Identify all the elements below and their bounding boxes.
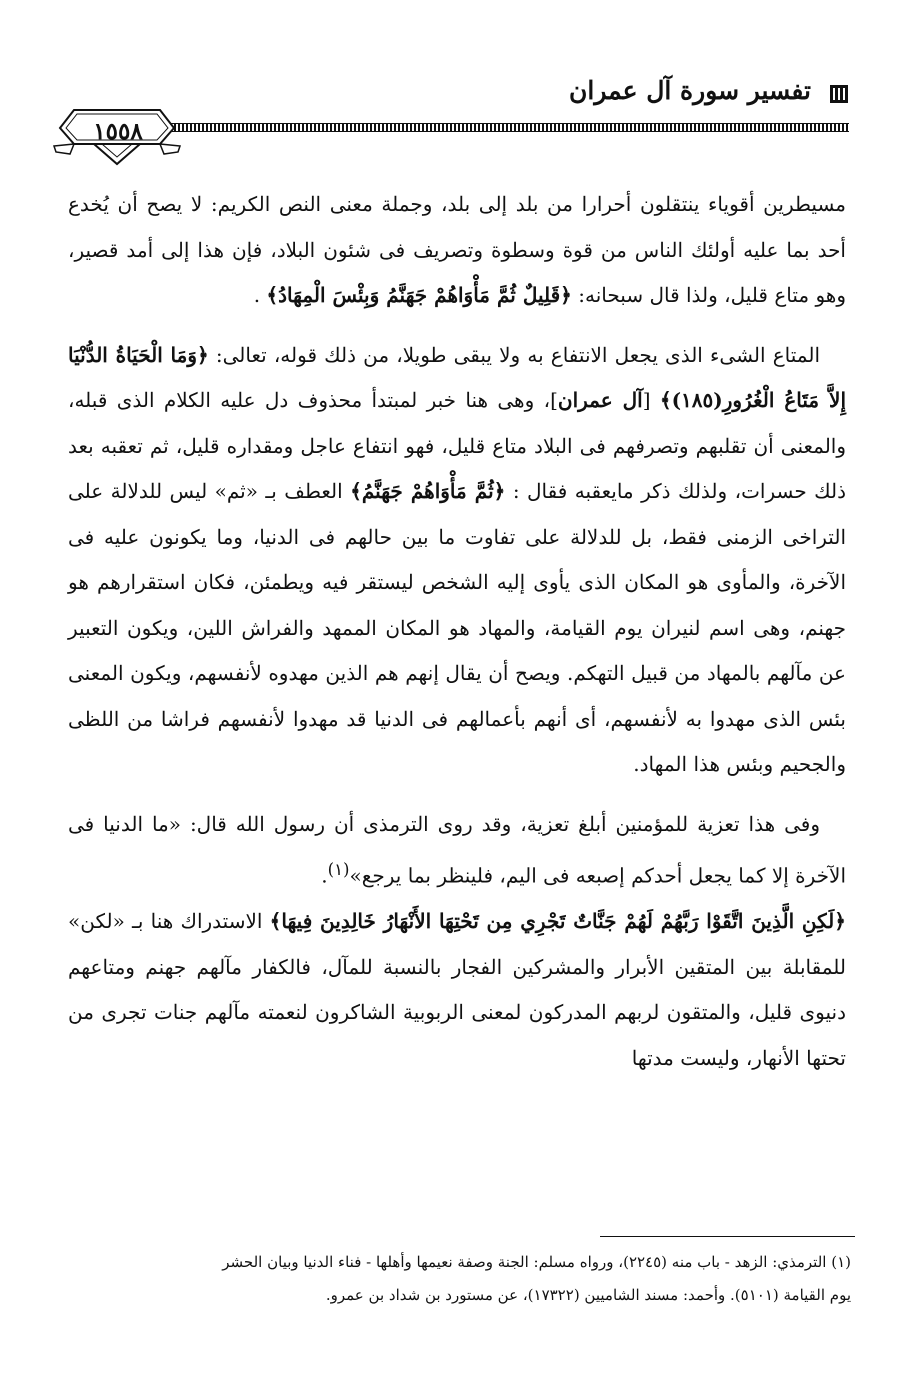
header-rule: [118, 123, 849, 132]
footnote-separator: [600, 1236, 855, 1237]
paragraph-text: المتاع الشىء الذى يجعل الانتفاع به ولا يبقى طويلا، من ذلك قوله، تعالى:: [215, 342, 821, 367]
paragraph-2: [68, 333, 846, 788]
footnote-marker: (١): [327, 860, 350, 879]
paragraph-3: [68, 802, 846, 900]
punctuation: .: [321, 863, 328, 888]
paragraph-text: وفى هذا تعزية للمؤمنين أبلغ تعزية، وقد روى الترمذى أن رسول الله قال: «ما الدنيا فى الآخرة إلا كما يجعل أحدكم إصبعه فى اليم، فلينظر بما يرجع»: [68, 811, 846, 888]
paragraph-4: [68, 899, 846, 1081]
quran-verse: ﴿ثُمَّ مَأْوَاهُمْ جَهَنَّمُ﴾: [350, 479, 506, 503]
page-body: [68, 182, 846, 1081]
surah-reference: آل عمران: [557, 388, 643, 412]
paragraph-text: الاستدراك هنا بـ «لكن» للمقابلة بين المتقين الأبرار والمشركين الفجار بالنسبة للمآل، فالكفار مآلهم جهنم ومتاعهم دنيوى قليل، والمتقون لربهم المدركون لمعنى الربوبية الشاكرون لنعمته مآلهم جنات تجرى من تحتها الأنهار، وليست مدتها: [68, 909, 846, 1070]
quran-bracket: ﴾: [659, 388, 672, 412]
page-number: ١٥٥٨: [93, 118, 143, 145]
running-head-title: تفسير سورة آل عمران: [569, 76, 811, 105]
quran-verse: ﴿قَلِيلٌ ثُمَّ مَأْوَاهُمْ جَهَنَّمُ وَبِئْسَ الْمِهَادُ﴾: [266, 283, 572, 307]
ayah-number-badge: (١٨٥): [671, 388, 723, 412]
quran-verse: ﴿وَمَا الْحَيَاةُ الدُّنْيَا إِلاَّ مَتَاعُ الْغُرُورِ: [68, 342, 847, 412]
paragraph-1: [68, 182, 846, 319]
paragraph-text: العطف بـ «ثم» ليس للدلالة على التراخى الزمنى فقط، بل للدلالة على تفاوت ما بين حالهم فى الدنيا، وما يكونون عليه فى الآخرة، والمأوى هو المكان الذى يأوى إليه الشخص ليستقر فيه ويطمئن، فكان استقرارهم هو جهنم، وهى اسم لنيران يوم القيامة، والمهاد هو المكان الممهد والفراش اللين، ويكون التعبير عن مآلهم بالمهاد من قبيل التهكم. ويصح أن يقال إنهم هم الذين مهدوه لأنفسهم، ويكون المعنى بئس الذى مهدوا به لأنفسهم، أى أنهم بأعمالهم فى الدنيا قد مهدوا لأنفسهم فراشا من اللظى والجحيم وبئس هذا المهاد.: [68, 479, 846, 776]
surah-ref-close: ]: [550, 388, 558, 412]
quran-verse: ﴿لَكِنِ الَّذِينَ اتَّقَوْا رَبَّهُمْ لَهُمْ جَنَّاتٌ تَجْرِي مِن تَحْتِهَا الأَنْهَارُ خَالِدِينَ فِيهَا﴾: [269, 909, 846, 934]
ornament-icon: [829, 84, 849, 104]
paragraph-text: مسيطرين أقوياء ينتقلون أحرارا من بلد إلى بلد، وجملة معنى النص الكريم: لا يصح أن يُخدع أحد بما عليه أولئك الناس من قوة وسطوة وتصريف فى شئون البلاد، فإن هذا إلى أمد قصير، وهو متاع قليل، ولذا قال سبحانه:: [68, 192, 846, 307]
paragraph-text: ، وهى هنا خبر لمبتدأ محذوف دل عليه الكلام الذى قبله، والمعنى أن تقلبهم وتصرفهم فى البلاد متاع قليل، فهو انتفاع عاجل ومقداره قليل، ثم تعقبه بعد ذلك حسرات، ولذلك ذكر مايعقبه فقال :: [68, 388, 847, 503]
footnote-1-line-1: (١) الترمذي: الزهد - باب منه (٢٢٤٥)، ورواه مسلم: الجنة وصفة نعيمها وأهلها - فناء الدنيا وبيان الحشر: [222, 1253, 851, 1271]
punctuation: .: [253, 283, 261, 307]
footnotes: [66, 1246, 851, 1312]
page-header: [118, 70, 849, 165]
footnote-1-line-2: يوم القيامة (٥١٠١). وأحمد: مسند الشاميين (١٧٣٢٢)، عن مستورد بن شداد بن عمرو.: [325, 1286, 851, 1304]
surah-ref-open: [: [642, 388, 651, 412]
